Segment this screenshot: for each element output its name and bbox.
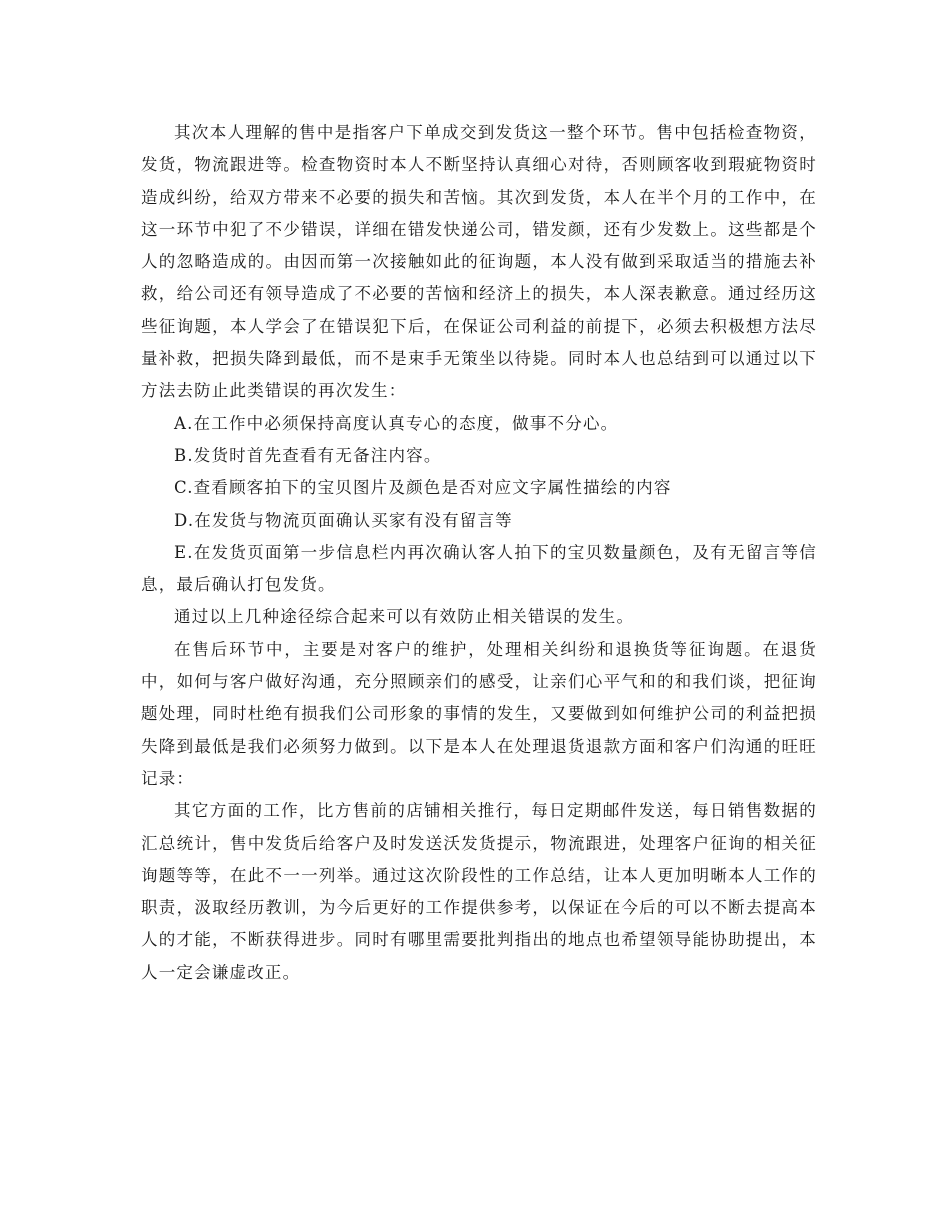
list-item-a: A.在工作中必须保持高度认真专心的态度，做事不分心。	[174, 413, 619, 433]
paragraph-summary-prevention: 通过以上几种途径综合起来可以有效防止相关错误的发生。	[174, 607, 635, 627]
paragraph-after-sales: 在售后环节中，主要是对客户的维护，处理相关纠纷和退换货等征询题。在退货中，如何与客户做好沟通，充分照顾亲们的感受，让亲们心平气和的和我们谈，把征询题处理，同时杜绝有损我们公司形象的事情的发生，又要做到如何维护公司的利益把损失降到最低是我们必须努力做到。以下是本人在处理退货退款方面和客户们沟通的旺旺记录：	[141, 639, 817, 788]
paragraph-sales-process: 其次本人理解的售中是指客户下单成交到发货这一整个环节。售中包括检查物资，发货，物流跟进等。检查物资时本人不断坚持认真细心对待，否则顾客收到瑕疵物资时造成纠纷，给双方带来不必要的损失和苦恼。其次到发货，本人在半个月的工作中，在这一环节中犯了不少错误，详细在错发快递公司，错发颜，还有少发数上。这些都是个人的忽略造成的。由因而第一次接触如此的征询题，本人没有做到采取适当的措施去补救，给公司还有领导造成了不必要的苦恼和经济上的损失，本人深表歉意。通过经历这些征询题，本人学会了在错误犯下后，在保证公司利益的前提下，必须去积极想方法尽量补救，把损失降到最低，而不是束手无策坐以待毙。同时本人也总结到可以通过以下方法去防止此类错误的再次发生：	[141, 123, 817, 401]
document-body	[141, 117, 817, 989]
paragraph-other-work: 其它方面的工作，比方售前的店铺相关推行，每日定期邮件发送，每日销售数据的汇总统计，售中发货后给客户及时发送沃发货提示，物流跟进，处理客户征询的相关征询题等等，在此不一一列举。通过这次阶段性的工作总结，让本人更加明晰本人工作的职责，汲取经历教训，为今后更好的工作提供参考，以保证在今后的可以不断去提高本人的才能，不断获得进步。同时有哪里需要批判指出的地点也希望领导能协助提出，本人一定会谦虚改正。	[141, 801, 817, 982]
list-item-b: B.发货时首先查看有无备注内容。	[174, 445, 442, 465]
list-item-d: D.在发货与物流页面确认买家有没有留言等	[174, 510, 513, 530]
list-item-e: E.在发货页面第一步信息栏内再次确认客人拍下的宝贝数量颜色，及有无留言等信息，最后确认打包发货。	[141, 542, 817, 595]
list-item-c: C.查看顾客拍下的宝贝图片及颜色是否对应文字属性描绘的内容	[174, 478, 672, 498]
